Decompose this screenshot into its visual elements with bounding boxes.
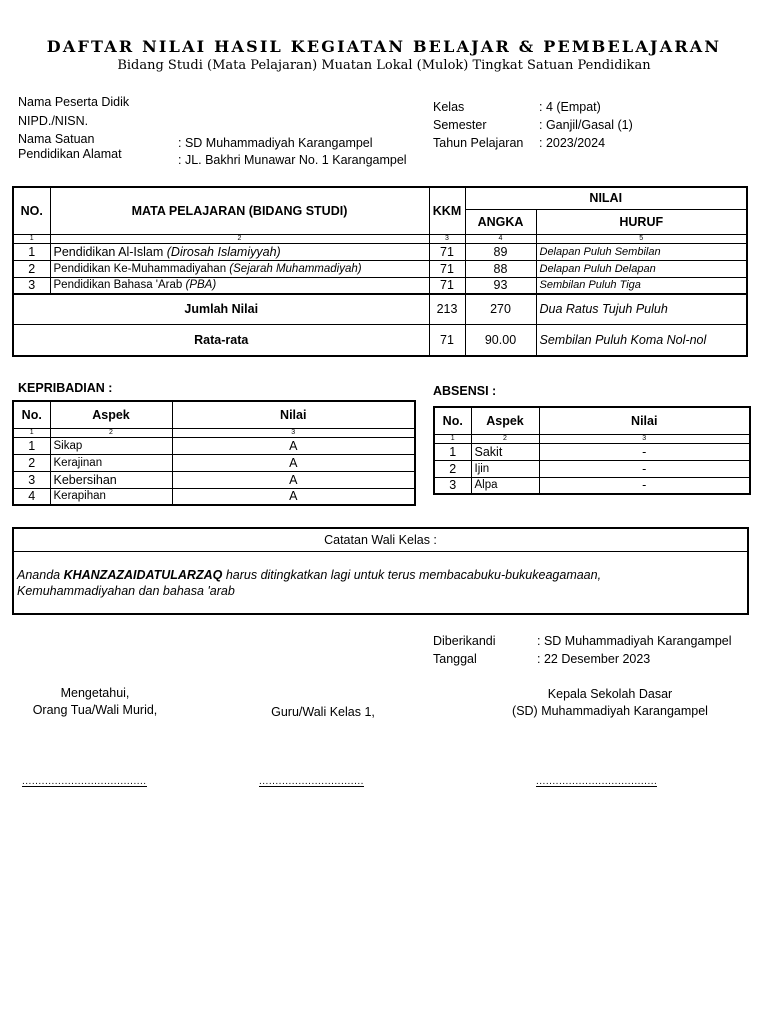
row-score: 93 — [465, 277, 536, 294]
header-aspect: Aspek — [50, 401, 172, 428]
personality-title: KEPRIBADIAN : — [18, 381, 113, 395]
row-no: 2 — [13, 454, 50, 471]
notes-body — [14, 552, 747, 599]
row-aspect: Kerapihan — [50, 488, 172, 505]
teacher-signature-line: ................................ — [259, 778, 364, 787]
table-row — [13, 454, 415, 471]
row-score-words: Sembilan Puluh Tiga — [536, 277, 747, 294]
total-score-words: Dua Ratus Tujuh Puluh — [536, 294, 747, 324]
row-aspect: Sakit — [471, 443, 539, 460]
row-aspect: Kerajinan — [50, 454, 172, 471]
row-kkm: 71 — [429, 277, 465, 294]
row-no: 3 — [13, 277, 50, 294]
row-score: 89 — [465, 243, 536, 260]
row-score: A — [172, 488, 415, 505]
total-label: Jumlah Nilai — [13, 294, 429, 324]
row-score-words: Delapan Puluh Sembilan — [536, 243, 747, 260]
row-aspect: Alpa — [471, 477, 539, 494]
row-no: 2 — [434, 460, 471, 477]
value-semester: : Ganjil/Gasal (1) — [539, 118, 633, 132]
value-class: : 4 (Empat) — [539, 100, 601, 114]
header-score: Nilai — [172, 401, 415, 428]
attendance-table — [433, 406, 751, 495]
header-no: No. — [13, 401, 50, 428]
attendance-title: ABSENSI : — [433, 384, 497, 398]
table-row — [13, 488, 415, 505]
row-no: 3 — [13, 471, 50, 488]
table-row — [434, 477, 750, 494]
teacher-label: Guru/Wali Kelas 1, — [271, 705, 375, 719]
subject-detail: (Dirosah Islamiyyah) — [166, 244, 281, 259]
notes-line-1 — [17, 567, 744, 583]
row-score: 88 — [465, 260, 536, 277]
table-row — [434, 443, 750, 460]
row-no: 1 — [13, 243, 50, 260]
row-score-words: Delapan Puluh Delapan — [536, 260, 747, 277]
header-letters: HURUF — [536, 209, 747, 234]
label-school-1: Nama Satuan — [18, 132, 95, 146]
table-row — [434, 460, 750, 477]
header-subject: MATA PELAJARAN (BIDANG STUDI) — [50, 187, 429, 234]
parent-ack: Mengetahui, — [60, 686, 130, 700]
row-no: 4 — [13, 488, 50, 505]
column-index: 2 — [50, 234, 429, 243]
row-no: 1 — [13, 437, 50, 454]
row-no: 2 — [13, 260, 50, 277]
document-title: DAFTAR NILAI HASIL KEGIATAN BELAJAR & PEMBELAJARAN — [46, 37, 722, 56]
row-score: - — [539, 477, 750, 494]
header-score: Nilai — [539, 407, 750, 434]
header-kkm: KKM — [429, 187, 465, 234]
row-no: 1 — [434, 443, 471, 460]
average-score: 90.00 — [465, 324, 536, 356]
label-semester: Semester — [433, 118, 487, 132]
row-score: A — [172, 437, 415, 454]
header-no: No. — [434, 407, 471, 434]
table-row — [13, 243, 747, 260]
subject-name: Pendidikan Ke-Muhammadiyahan — [53, 262, 230, 275]
principal-school: (SD) Muhammadiyah Karangampel — [512, 704, 708, 718]
notes-prefix: Ananda — [17, 568, 64, 582]
column-index: 1 — [13, 234, 50, 243]
header-no: NO. — [13, 187, 50, 234]
label-nipd: NIPD./NISN. — [18, 114, 89, 128]
table-row — [13, 277, 747, 294]
row-subject — [50, 260, 429, 277]
average-score-words: Sembilan Puluh Koma Nol-nol — [536, 324, 747, 356]
row-subject — [50, 243, 429, 260]
grades-table — [12, 186, 748, 357]
value-date: : 22 Desember 2023 — [537, 652, 651, 666]
total-score: 270 — [465, 294, 536, 324]
header-score: NILAI — [465, 187, 747, 209]
label-school-2: Pendidikan Alamat — [18, 147, 122, 161]
row-score: - — [539, 443, 750, 460]
column-index: 3 — [539, 434, 750, 443]
row-kkm: 71 — [429, 260, 465, 277]
row-score: A — [172, 454, 415, 471]
column-index: 3 — [429, 234, 465, 243]
subject-name: Pendidikan Bahasa 'Arab — [53, 279, 186, 292]
header-number: ANGKA — [465, 209, 536, 234]
principal-title: Kepala Sekolah Dasar — [547, 687, 673, 701]
row-score: - — [539, 460, 750, 477]
column-index: 1 — [434, 434, 471, 443]
label-issued-at: Diberikandi — [433, 634, 496, 648]
label-school-year: Tahun Pelajaran — [433, 136, 524, 150]
subject-detail: (Sejarah Muhammadiyah) — [229, 262, 362, 275]
subject-detail: (PBA) — [185, 279, 217, 292]
label-class: Kelas — [433, 100, 465, 114]
value-school-year: : 2023/2024 — [539, 136, 606, 150]
column-index: 2 — [471, 434, 539, 443]
row-kkm: 71 — [429, 243, 465, 260]
header-aspect: Aspek — [471, 407, 539, 434]
notes-text: harus ditingkatkan lagi untuk terus membacabuku-bukukeagamaan, — [222, 568, 602, 582]
row-aspect: Sikap — [50, 437, 172, 454]
student-name: KHANZAZAIDATULARZAQ — [63, 568, 223, 582]
column-index: 3 — [172, 428, 415, 437]
document-subtitle: Bidang Studi (Mata Pelajaran) Muatan Lokal (Mulok) Tingkat Satuan Pendidikan — [117, 58, 651, 73]
row-no: 3 — [434, 477, 471, 494]
table-row — [13, 437, 415, 454]
label-student-name: Nama Peserta Didik — [18, 95, 130, 109]
personality-table — [12, 400, 416, 506]
average-row — [13, 324, 747, 356]
column-index: 1 — [13, 428, 50, 437]
subject-name: Pendidikan Al-Islam — [53, 244, 167, 259]
average-kkm: 71 — [429, 324, 465, 356]
label-date: Tanggal — [433, 652, 477, 666]
value-school: : SD Muhammadiyah Karangampel — [178, 136, 373, 150]
value-issued-at: : SD Muhammadiyah Karangampel — [537, 634, 732, 648]
row-score: A — [172, 471, 415, 488]
row-aspect: Kebersihan — [50, 471, 172, 488]
column-index: 4 — [465, 234, 536, 243]
teacher-notes — [12, 527, 749, 615]
column-index: 5 — [536, 234, 747, 243]
table-row — [13, 471, 415, 488]
row-aspect: Ijin — [471, 460, 539, 477]
average-label: Rata-rata — [13, 324, 429, 356]
total-kkm: 213 — [429, 294, 465, 324]
column-index: 2 — [50, 428, 172, 437]
value-address: : JL. Bakhri Munawar No. 1 Karangampel — [178, 153, 407, 167]
notes-title: Catatan Wali Kelas : — [14, 529, 747, 552]
notes-line-2: Kemuhammadiyahan dan bahasa 'arab — [17, 584, 235, 598]
row-subject — [50, 277, 429, 294]
total-row — [13, 294, 747, 324]
parent-label: Orang Tua/Wali Murid, — [32, 703, 158, 717]
parent-signature-line: ...................................... — [22, 778, 147, 787]
principal-signature-line: ..................................... — [536, 778, 658, 787]
table-row — [13, 260, 747, 277]
